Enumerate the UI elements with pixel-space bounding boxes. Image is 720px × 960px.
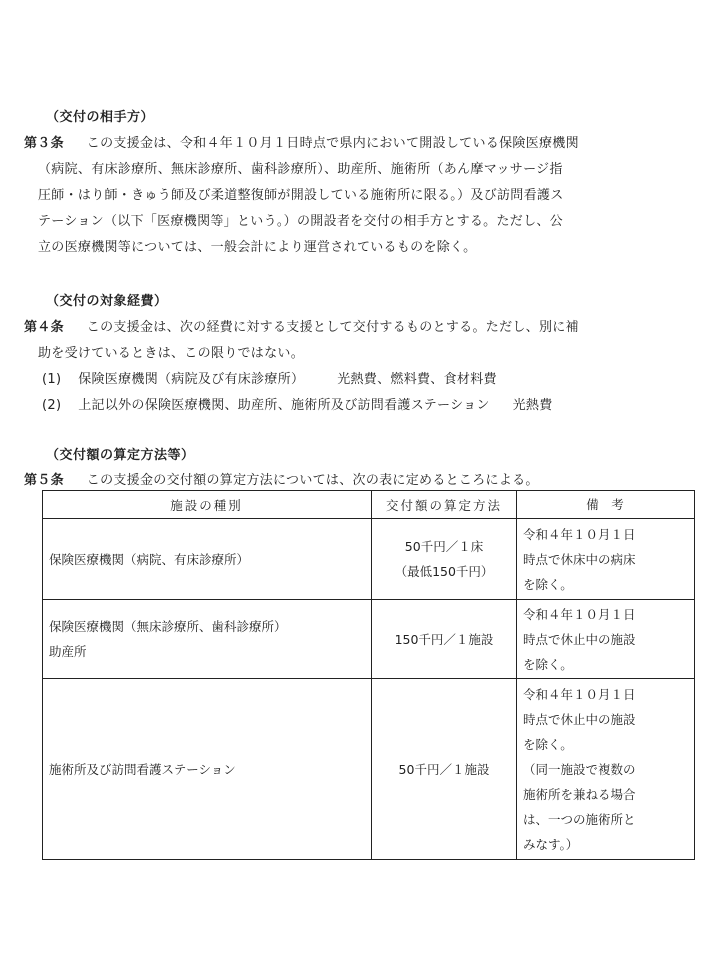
note-line: 時点で休止中の施設	[523, 631, 636, 647]
amount-line: 50千円／１床	[404, 539, 484, 554]
note-line: 令和４年１０月１日	[523, 526, 636, 542]
art4-item-2-cost: 光熱費	[512, 398, 553, 413]
facility-type-line: 保険医療機関（無床診療所、歯科診療所）	[49, 619, 287, 634]
col-header-amount: 交付額の算定方法	[372, 491, 517, 519]
facility-type-cell	[43, 600, 372, 679]
art5-line-1	[24, 469, 539, 488]
col-header-type: 施設の種別	[43, 491, 372, 519]
amount-line: 150千円／１施設	[394, 631, 494, 647]
art3-line-1	[24, 132, 579, 151]
art3-text-1: この支援金は、令和４年１０月１日時点で県内において開設している保険医療機関	[86, 136, 579, 151]
art3-line-4: テーション（以下「医療機関等」という。）の開設者を交付の相手方とする。ただし、公	[38, 214, 563, 229]
note-line: を除く。	[523, 576, 573, 592]
note-line: を除く。	[523, 736, 573, 752]
art4-line-2: 助を受けているときは、この限りではない。	[38, 346, 305, 361]
col-header-note: 備 考	[517, 491, 695, 519]
note-line: 令和４年１０月１日	[523, 606, 636, 622]
art4-line-1	[24, 316, 579, 335]
art4-label: 第４条	[24, 320, 64, 335]
art3-line-2: （病院、有床診療所、無床診療所、歯科診療所）、助産所、施術所（あん摩マッサージ指	[38, 162, 563, 177]
note-line: 施術所を兼ねる場合	[523, 786, 636, 802]
facility-type-cell	[43, 679, 372, 860]
table-row	[43, 679, 695, 860]
note-line: （同一施設で複数の	[523, 761, 636, 777]
amount-cell	[372, 519, 517, 600]
amount-line: 50千円／１施設	[398, 761, 490, 777]
art5-text: この支援金の交付額の算定方法については、次の表に定めるところによる。	[86, 473, 539, 488]
facility-type-line: 保険医療機関（病院、有床診療所）	[49, 552, 250, 567]
facility-type-cell	[43, 519, 372, 600]
art4-item-2-text: 上記以外の保険医療機関、助産所、施術所及び訪問看護ステーション	[78, 398, 490, 413]
art4-item-2-num: (2)	[42, 398, 62, 413]
art4-item-1	[42, 368, 497, 387]
note-line: は、一つの施術所と	[523, 811, 636, 827]
art3-line-3: 圧師・はり師・きゅう師及び柔道整復師が開設している施術所に限る。）及び訪問看護ス	[38, 188, 564, 203]
note-line: を除く。	[523, 656, 573, 672]
fee-table	[42, 490, 695, 860]
amount-cell	[372, 679, 517, 860]
facility-type-line: 助産所	[49, 644, 87, 659]
note-line: 時点で休床中の病床	[523, 551, 636, 567]
amount-cell	[372, 600, 517, 679]
note-cell	[517, 600, 695, 679]
note-cell	[517, 519, 695, 600]
note-cell	[517, 679, 695, 860]
table-row	[43, 600, 695, 679]
art3-heading: （交付の相手方）	[46, 110, 155, 125]
art4-item-1-text: 保険医療機関（病院及び有床診療所）	[78, 372, 305, 387]
art4-item-1-num: (1)	[42, 372, 62, 387]
art5-label: 第５条	[24, 473, 64, 488]
art4-item-1-cost: 光熱費、燃料費、食材料費	[337, 372, 497, 387]
note-line: 令和４年１０月１日	[523, 686, 636, 702]
art4-item-2	[42, 394, 553, 413]
art5-heading: （交付額の算定方法等）	[46, 448, 195, 463]
note-line: 時点で休止中の施設	[523, 711, 636, 727]
art4-text-1: この支援金は、次の経費に対する支援として交付するものとする。ただし、別に補	[86, 320, 579, 335]
facility-type-line: 施術所及び訪問看護ステーション	[49, 762, 236, 777]
amount-line: （最低150千円）	[394, 564, 494, 579]
table-header-row	[43, 491, 695, 519]
art3-line-5: 立の医療機関等については、一般会計により運営されているものを除く。	[38, 240, 477, 255]
art4-heading: （交付の対象経費）	[46, 294, 168, 309]
art3-label: 第３条	[24, 136, 64, 151]
table-row	[43, 519, 695, 600]
note-line: みなす。）	[523, 836, 579, 852]
